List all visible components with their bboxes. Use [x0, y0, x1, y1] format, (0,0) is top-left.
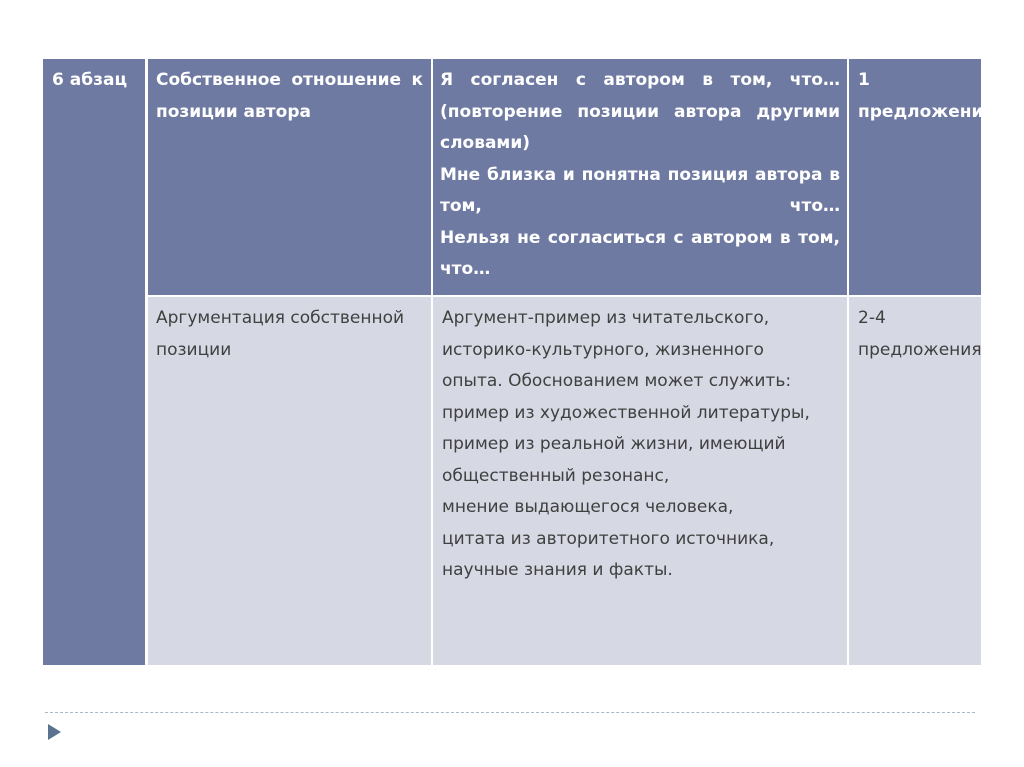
argument-line: цитата из авторитетного источника, — [442, 528, 775, 549]
length-label-2: 2-4 предложения — [858, 308, 982, 360]
component-label-argumentation: Аргументация собственной позиции — [156, 308, 405, 360]
argument-line: общественный резонанс, — [442, 465, 670, 486]
argument-line: научные знания и факты. — [442, 560, 673, 580]
table-cell-section — [43, 59, 145, 665]
section-label: 6 абзац — [52, 70, 128, 90]
argument-line: историко-культурного, жизненного — [442, 339, 764, 360]
phrase-agree: Я согласен с автором в том, что… — [440, 70, 840, 90]
argument-line: мнение выдающегося человека, — [442, 497, 734, 517]
phrase-cannot-disagree: Нельзя не согласиться с автором в том, что… — [440, 227, 840, 279]
argument-line: опыта. Обоснованием может служить: — [442, 371, 792, 391]
triangle-arrow-icon — [48, 724, 61, 740]
table-cell-length-2 — [849, 297, 981, 665]
footer-divider — [45, 712, 975, 713]
table-cell-own-attitude — [148, 59, 431, 295]
argument-line: пример из художественной литературы, — [442, 402, 810, 423]
table-cell-argument-list — [433, 297, 847, 665]
argument-line: пример из реальной жизни, имеющий — [442, 434, 786, 454]
phrase-close-position: Мне близка и понятна позиция автора в том, что… — [440, 164, 840, 216]
phrase-restate: (повторение позиции автора другими словами) — [440, 101, 840, 153]
table-cell-argumentation — [148, 297, 431, 665]
component-label-own-attitude: Собственное отношение к позиции автора — [156, 70, 423, 122]
argument-line: Аргумент-пример из читательского, — [442, 308, 770, 328]
table-cell-agreement-phrases — [433, 59, 847, 295]
length-label-1: 1 предложение — [858, 70, 995, 122]
table-cell-length-1 — [849, 59, 995, 295]
